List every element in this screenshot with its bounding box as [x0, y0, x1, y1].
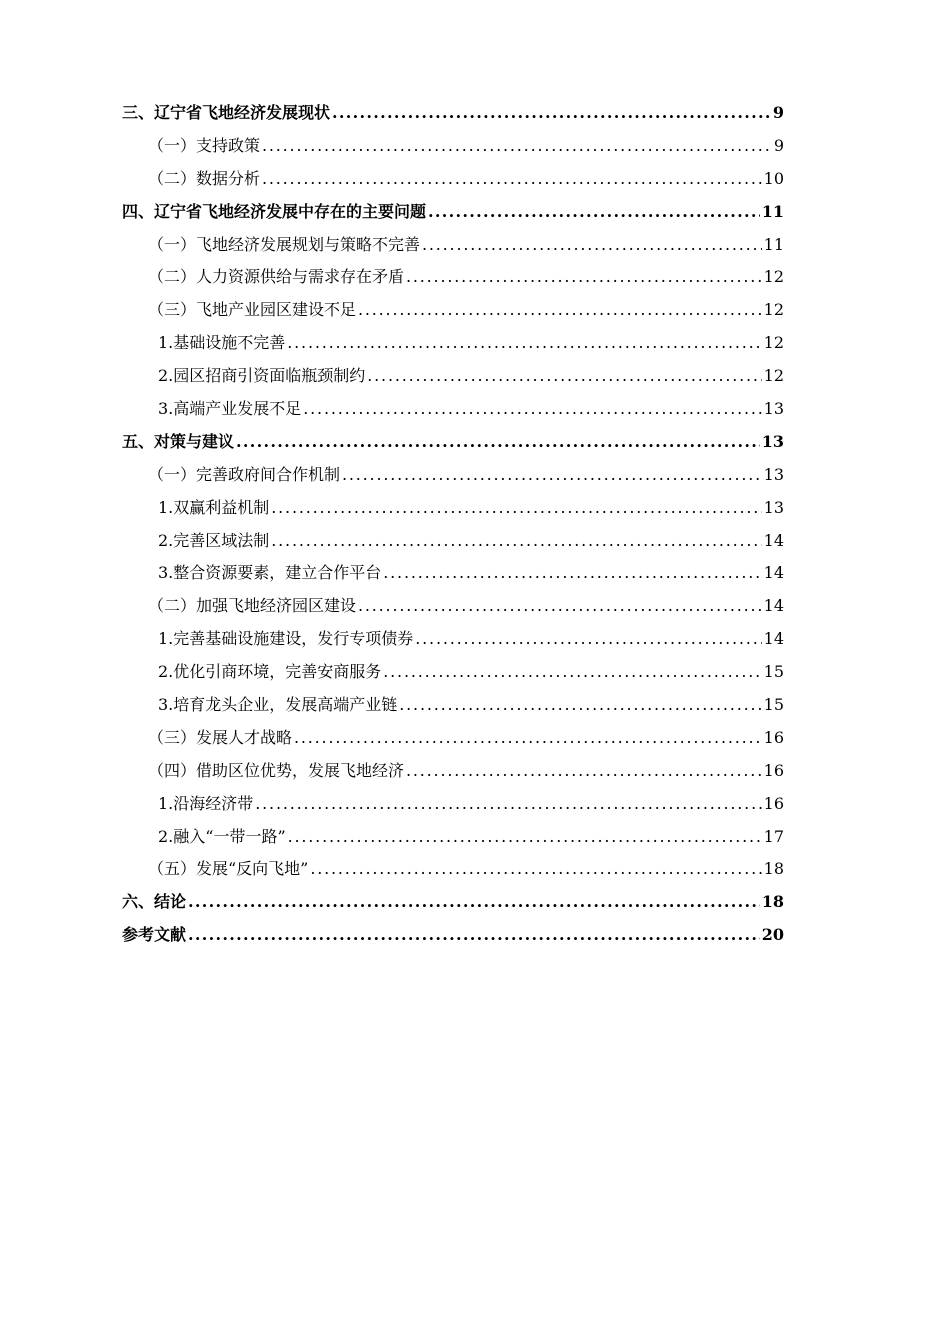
toc-leader-dots [310, 853, 761, 886]
toc-entry-5-2[interactable] [122, 590, 784, 623]
toc-entry-4-3-2[interactable] [122, 360, 784, 393]
toc-entry-page: 13 [763, 497, 784, 517]
toc-entry-title: 四、辽宁省飞地经济发展中存在的主要问题 [122, 201, 427, 221]
toc-entry-title: （一）支持政策 [148, 135, 261, 155]
toc-entry-title: （一）完善政府间合作机制 [148, 464, 341, 484]
toc-entry-page: 9 [773, 135, 784, 155]
toc-entry-5-3[interactable] [122, 722, 784, 755]
toc-leader-dots [383, 557, 761, 590]
toc-entry-title: （五）发展“反向飞地” [148, 859, 309, 879]
toc-entry-page: 17 [763, 826, 784, 846]
toc-leader-dots [287, 327, 761, 360]
toc-entry-3-2[interactable] [122, 163, 784, 196]
toc-entry-page: 12 [763, 333, 784, 353]
toc-entry-page: 13 [761, 431, 784, 451]
toc-entry-title: （三）发展人才战略 [148, 727, 293, 747]
toc-entry-title: （一）飞地经济发展规划与策略不完善 [148, 234, 421, 254]
toc-entry-page: 15 [763, 662, 784, 682]
toc-entry-5-4-2[interactable] [122, 821, 784, 854]
toc-entry-title: （二）加强飞地经济园区建设 [148, 596, 357, 616]
toc-entry-5-4[interactable] [122, 755, 784, 788]
toc-entry-section-4[interactable] [122, 196, 784, 229]
toc-entry-page: 20 [761, 925, 784, 945]
toc-entry-page: 14 [763, 530, 784, 550]
toc-entry-page: 9 [772, 103, 784, 122]
toc-entry-page: 12 [763, 267, 784, 287]
toc-leader-dots [428, 196, 760, 229]
toc-entry-section-3[interactable] [122, 97, 784, 130]
toc-leader-dots [288, 821, 762, 854]
toc-entry-title: （二）数据分析 [148, 168, 261, 188]
toc-entry-title: 3.高端产业发展不足 [158, 399, 302, 419]
toc-entry-page: 14 [763, 629, 784, 649]
toc-entry-title: 1.双赢利益机制 [158, 497, 270, 517]
toc-entry-4-1[interactable] [122, 229, 784, 262]
toc-entry-page: 11 [761, 201, 784, 221]
toc-entry-title: 参考文献 [122, 925, 187, 945]
toc-entry-page: 13 [763, 464, 784, 484]
toc-entry-4-2[interactable] [122, 261, 784, 294]
toc-leader-dots [399, 689, 761, 722]
toc-entry-3-1[interactable] [122, 130, 784, 163]
toc-entry-references[interactable] [122, 919, 784, 952]
toc-leader-dots [422, 229, 762, 262]
toc-leader-dots [271, 525, 761, 558]
toc-entry-page: 15 [763, 695, 784, 715]
toc-leader-dots [383, 656, 761, 689]
toc-entry-page: 18 [763, 859, 784, 879]
toc-entry-title: （三）飞地产业园区建设不足 [148, 300, 357, 320]
toc-entry-title: 2.完善区域法制 [158, 530, 270, 550]
toc-entry-title: 3.整合资源要素，建立合作平台 [158, 563, 382, 583]
toc-entry-page: 16 [763, 727, 784, 747]
toc-entry-5-1[interactable] [122, 459, 784, 492]
toc-entry-page: 13 [763, 399, 784, 419]
toc-entry-5-2-3[interactable] [122, 689, 784, 722]
toc-entry-page: 16 [763, 793, 784, 813]
toc-entry-page: 18 [761, 892, 784, 912]
toc-entry-title: 3.培育龙头企业，发展高端产业链 [158, 695, 398, 715]
toc-leader-dots [294, 722, 762, 755]
toc-entry-section-5[interactable] [122, 426, 784, 459]
toc-leader-dots [342, 459, 762, 492]
toc-entry-title: 2.优化引商环境，完善安商服务 [158, 662, 382, 682]
toc-entry-title: 1.完善基础设施建设，发行专项债券 [158, 629, 414, 649]
toc-entry-4-3-1[interactable] [122, 327, 784, 360]
toc-entry-title: 2.融入“一带一路” [158, 826, 286, 846]
toc-entry-page: 12 [763, 300, 784, 320]
toc-entry-page: 14 [763, 563, 784, 583]
toc-entry-page: 12 [763, 366, 784, 386]
toc-entry-4-3[interactable] [122, 294, 784, 327]
toc-entry-5-5[interactable] [122, 853, 784, 886]
toc-entry-page: 11 [763, 234, 784, 254]
toc-entry-5-2-2[interactable] [122, 656, 784, 689]
toc-entry-5-1-2[interactable] [122, 525, 784, 558]
toc-entry-title: 三、辽宁省飞地经济发展现状 [122, 103, 331, 122]
toc-entry-title: （二）人力资源供给与需求存在矛盾 [148, 267, 405, 287]
toc-entry-page: 14 [763, 596, 784, 616]
toc-entry-5-4-1[interactable] [122, 788, 784, 821]
toc-leader-dots [271, 492, 761, 525]
toc-entry-title: 1.基础设施不完善 [158, 333, 286, 353]
toc-entry-5-1-1[interactable] [122, 492, 784, 525]
toc-leader-dots [367, 360, 761, 393]
toc-entry-title: （四）借助区位优势，发展飞地经济 [148, 760, 405, 780]
toc-leader-dots [303, 393, 761, 426]
toc-entry-5-2-1[interactable] [122, 623, 784, 656]
toc-entry-title: 六、结论 [122, 892, 187, 912]
toc-leader-dots [358, 294, 762, 327]
toc-entry-page: 16 [763, 760, 784, 780]
toc-leader-dots [236, 426, 760, 459]
toc-entry-title: 五、对策与建议 [122, 431, 235, 451]
toc-leader-dots [406, 261, 762, 294]
toc-leader-dots [406, 755, 762, 788]
toc-entry-5-1-3[interactable] [122, 557, 784, 590]
toc-leader-dots [262, 163, 762, 196]
table-of-contents [122, 97, 784, 952]
toc-leader-dots [255, 788, 761, 821]
toc-leader-dots [332, 97, 771, 130]
toc-entry-4-3-3[interactable] [122, 393, 784, 426]
toc-entry-section-6[interactable] [122, 886, 784, 919]
toc-leader-dots [262, 130, 772, 163]
toc-leader-dots [188, 919, 760, 952]
toc-leader-dots [415, 623, 761, 656]
toc-entry-title: 2.园区招商引资面临瓶颈制约 [158, 366, 366, 386]
toc-entry-title: 1.沿海经济带 [158, 793, 254, 813]
toc-leader-dots [358, 590, 762, 623]
toc-entry-page: 10 [763, 168, 784, 188]
toc-leader-dots [188, 886, 760, 919]
